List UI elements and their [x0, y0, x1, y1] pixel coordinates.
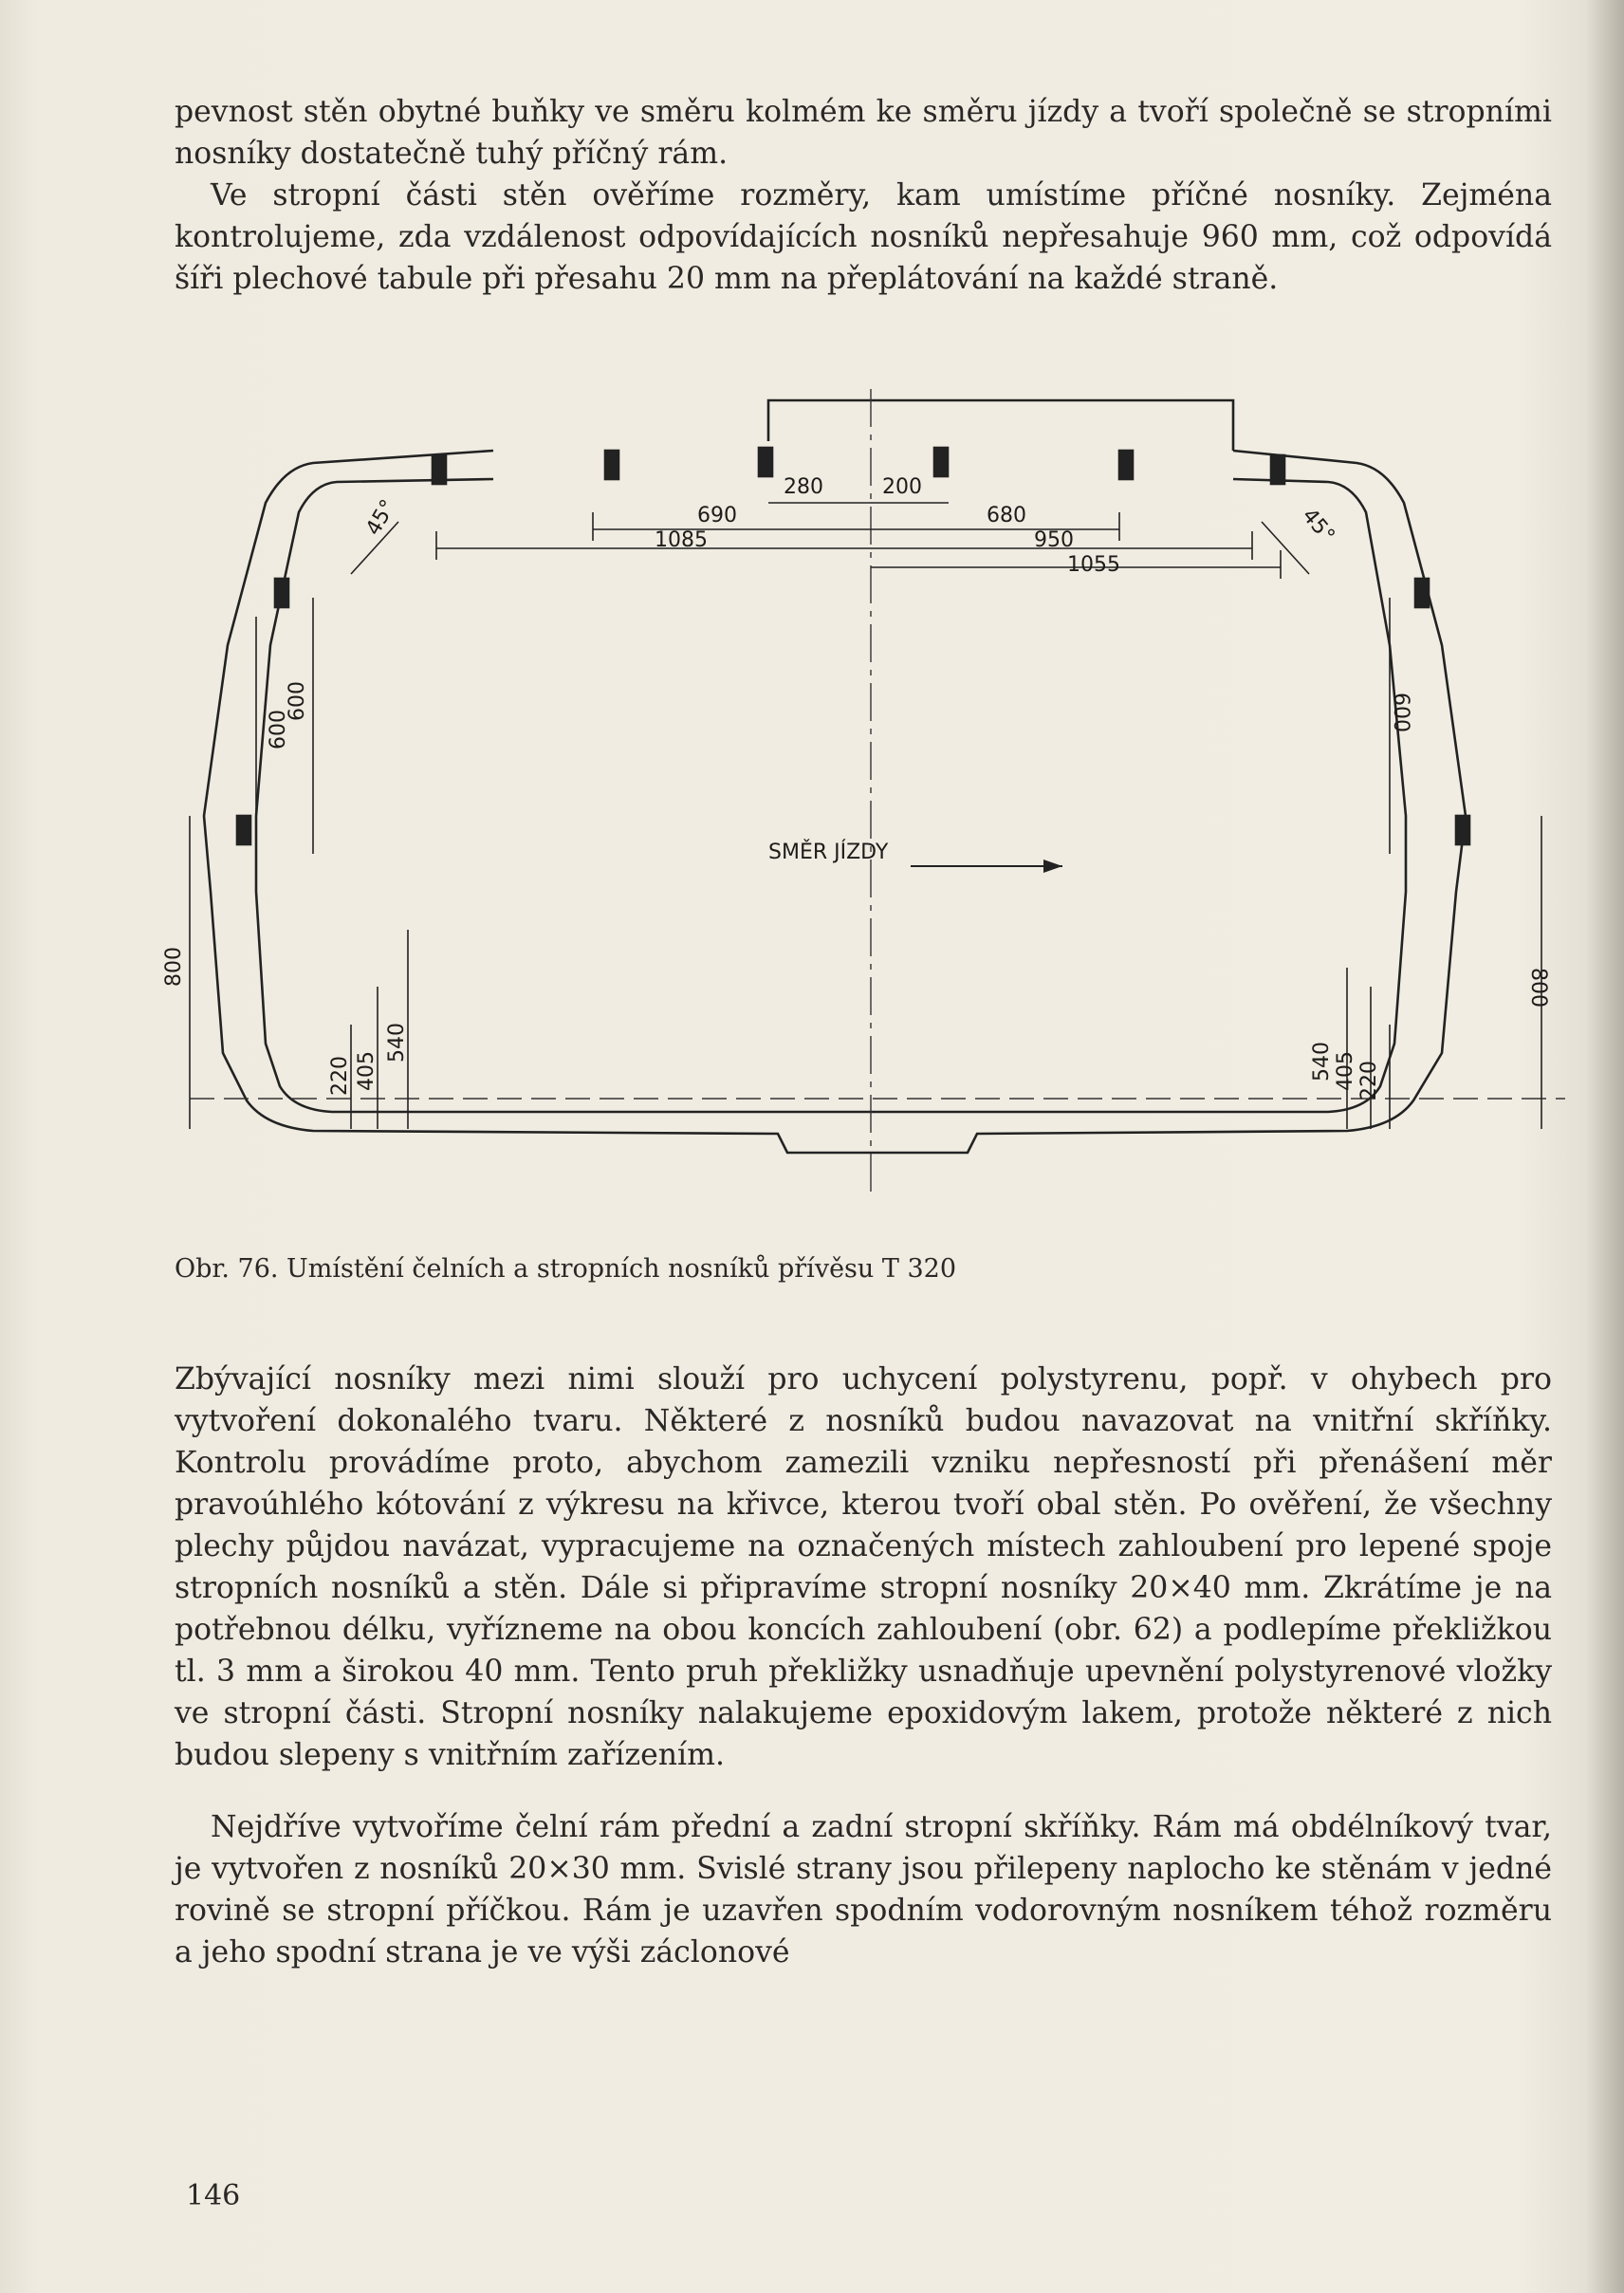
- dim-540-right: 540: [1310, 1042, 1334, 1082]
- dim-600-left-inner: 600: [267, 710, 290, 749]
- body-text-bottom: [175, 1806, 1552, 1973]
- dim-280: 280: [784, 475, 823, 499]
- direction-arrow-head: [1043, 860, 1062, 873]
- body-inner-outline: [256, 479, 1406, 1112]
- paragraph-roof-beams: Ve stropní části stěn ověříme rozměry, kam umístíme příčné nosníky. Zejména kontrolujeme, zda vzdálenost odpovídajících nosníků nepřesahuje 960 mm, což odpovídá šíři plechové tabule při přesahu 20 mm na přeplátování na každé straně.: [175, 178, 1552, 296]
- beam-left-2: [605, 451, 618, 479]
- dim-405-left: 405: [355, 1051, 378, 1091]
- dim-950: 950: [1034, 528, 1074, 552]
- body-text-middle: [175, 1359, 1552, 1776]
- beam-lower-left: [237, 816, 250, 844]
- dim-680: 680: [987, 504, 1026, 527]
- page-number: 146: [186, 2179, 241, 2212]
- beam-left-3: [759, 448, 772, 476]
- dim-690: 690: [697, 504, 737, 527]
- beam-left-1: [433, 455, 446, 484]
- beam-side-left: [275, 579, 288, 607]
- paragraph-remaining-beams: Zbývající nosníky mezi nimi slouží pro uchycení polystyrenu, popř. v ohybech pro vytvoření dokonalého tvaru. Některé z nosníků budou navazovat na vnitřní skříňky. Kontrolu provádíme proto, abychom zamezili vzniku nepřesností při přenášení měr pravoúhlého kótování z výkresu na křivce, kterou tvoří obal stěn. Po ověření, že všechny plechy půjdou navázat, vypracujeme na označených místech zahloubení pro lepené spoje stropních nosníků a stěn. Dále si připravíme stropní nosníky 20×40 mm. Zkrátíme je na potřebnou délku, vyřízneme na obou koncích zahloubení (obr. 62) a podlepíme překližkou tl. 3 mm a širokou 40 mm. Tento pruh překližky usnadňuje upevnění polystyrenové vložky ve stropní části. Stropní nosníky nalakujeme epoxidovým lakem, protože některé z nich budou slepeny s vnitřním zařízením.: [175, 1362, 1552, 1772]
- direction-label: SMĚR JÍZDY: [768, 841, 889, 864]
- dim-540-left: 540: [385, 1023, 409, 1063]
- dim-220-right: 220: [1357, 1061, 1381, 1100]
- dim-1055: 1055: [1067, 553, 1120, 577]
- paragraph-front-frame: Nejdříve vytvoříme čelní rám přední a zadní stropní skříňky. Rám má obdélníkový tvar, je vytvořen z nosníků 20×30 mm. Svislé strany jsou přilepeny naplocho ke stěnám v jedné rovině se stropní příčkou. Rám je uzavřen spodním vodorovným nosníkem téhož rozměru a jeho spodní strana je ve výši záclonové: [175, 1810, 1552, 1969]
- beam-side-right: [1415, 579, 1429, 607]
- beam-lower-right: [1456, 816, 1469, 844]
- dim-1085: 1085: [655, 528, 708, 552]
- dim-600-right: 600: [1389, 693, 1412, 732]
- beam-right-2: [1119, 451, 1133, 479]
- dim-200: 200: [882, 475, 922, 499]
- figure-caption: Obr. 76. Umístění čelních a stropních nosníků přívěsu T 320: [175, 1254, 957, 1284]
- dim-220-left: 220: [328, 1056, 352, 1096]
- dim-800-left: 800: [162, 947, 186, 987]
- dim-600-left-outer: 600: [286, 681, 309, 721]
- angle-right: 45°: [1297, 504, 1339, 548]
- beam-right-1: [934, 448, 948, 476]
- figure-76-drawing: [0, 361, 1624, 1214]
- dim-800-right: 800: [1526, 968, 1550, 1008]
- angle-left: 45°: [361, 495, 401, 540]
- beam-right-3: [1271, 455, 1284, 484]
- paragraph-continuation: pevnost stěn obytné buňky ve směru kolmém ke směru jízdy a tvoří společně se stropními nosníky dostatečně tuhý příčný rám.: [175, 95, 1552, 171]
- body-text-top: [175, 91, 1552, 300]
- roof-skylight: [768, 400, 1233, 451]
- dim-405-right: 405: [1334, 1051, 1357, 1091]
